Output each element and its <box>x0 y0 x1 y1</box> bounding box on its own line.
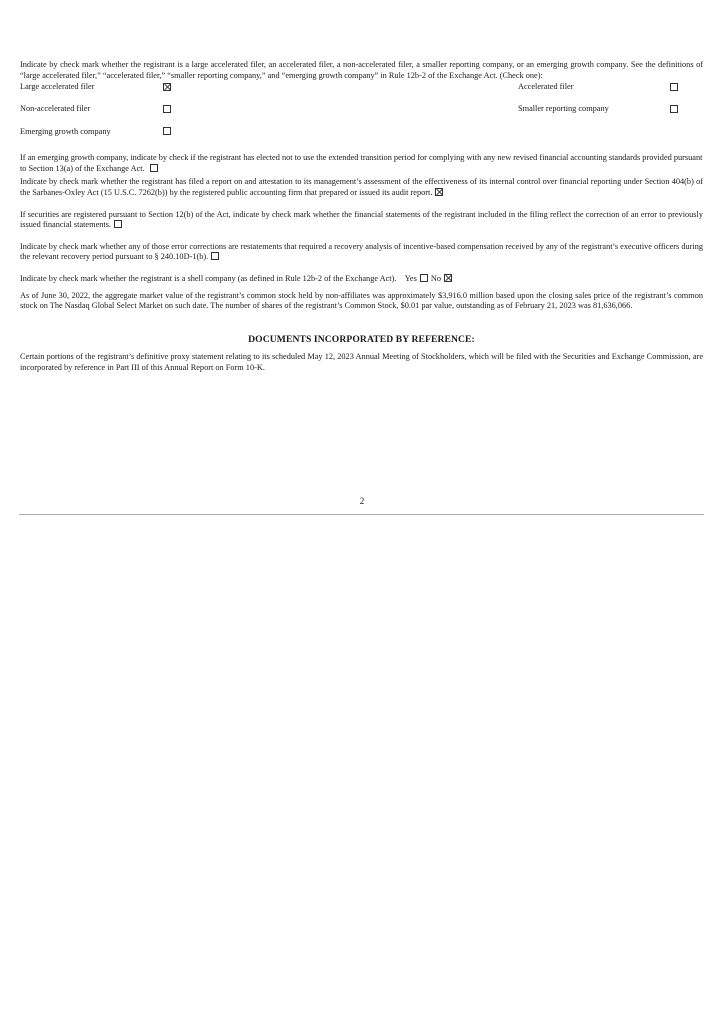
large-accelerated-filer-label: Large accelerated filer <box>20 82 95 92</box>
document-page <box>20 60 703 374</box>
page-divider <box>19 514 704 515</box>
shell-no-checkbox[interactable] <box>444 274 452 282</box>
shell-company-paragraph <box>20 274 703 285</box>
smaller-reporting-company-label: Smaller reporting company <box>518 104 609 114</box>
documents-incorporated-heading: DOCUMENTS INCORPORATED BY REFERENCE: <box>248 333 475 345</box>
emerging-growth-text: If an emerging growth company, indicate by check if the registrant has elected not to use the extended transition period for complying with any new revised financial accounting standards provided pursuant to Section 13(a) of the Exchange Act. <box>20 153 703 173</box>
icfr-text: Indicate by check mark whether the registrant has filed a report on and attestation to its management’s assessment of the effectiveness of its internal control over financial reporting under Section 404(b) of the Sarbanes-Oxley Act (15 U.S.C. 7262(b)) by the registered public accounting firm that prepared or issued its audit report. <box>20 177 703 197</box>
market-value-paragraph: As of June 30, 2022, the aggregate market value of the registrant’s common stock held by non-affiliates was approximately $3,916.0 million based upon the closing sales price of the registrant’s common stock on The Nasdaq Global Select Market on such date. The number of shares of the registrant’s Common Stock, $0.01 par value, outstanding as of February 21, 2023 was 81,636,066. <box>20 290 703 311</box>
page-number: 2 <box>359 496 365 506</box>
non-accelerated-filer-checkbox[interactable] <box>163 105 171 113</box>
icfr-attestation-checkbox[interactable] <box>435 188 443 196</box>
shell-yes-checkbox[interactable] <box>420 274 428 282</box>
shell-company-text: Indicate by check mark whether the registrant is a shell company (as defined in Rule 12b-2 of the Exchange Act). <box>20 273 397 283</box>
recovery-analysis-paragraph <box>20 242 703 263</box>
error-correction-text: If securities are registered pursuant to Section 12(b) of the Act, indicate by check mark whether the financial statements of the registrant included in the filing reflect the correction of an error to previously issued financial statements. <box>20 209 703 230</box>
recovery-analysis-checkbox[interactable] <box>211 252 219 260</box>
recovery-analysis-text: Indicate by check mark whether any of those error corrections are restatements that required a recovery analysis of incentive-based compensation received by any of the registrant’s executive officers during the relevant recovery period pursuant to § 240.10D-1(b). <box>20 241 703 262</box>
error-correction-paragraph <box>20 210 703 231</box>
error-correction-checkbox[interactable] <box>114 220 122 228</box>
transition-period-checkbox[interactable] <box>150 164 158 172</box>
large-accelerated-filer-checkbox[interactable] <box>163 83 171 91</box>
emerging-growth-company-checkbox[interactable] <box>163 127 171 135</box>
shell-yes-label: Yes <box>404 273 417 283</box>
non-accelerated-filer-label: Non-accelerated filer <box>20 104 91 114</box>
emerging-growth-paragraph <box>20 153 703 174</box>
smaller-reporting-company-checkbox[interactable] <box>670 105 678 113</box>
accelerated-filer-label: Accelerated filer <box>518 82 574 92</box>
filer-status-table <box>20 81 703 149</box>
icfr-paragraph <box>20 177 703 198</box>
documents-incorporated-paragraph: Certain portions of the registrant’s definitive proxy statement relating to its scheduled May 12, 2023 Annual Meeting of Stockholders, which will be filed with the Securities and Exchange Commission, are incorporated by reference in Part III of this Annual Report on Form 10-K. <box>20 352 703 372</box>
accelerated-filer-checkbox[interactable] <box>670 83 678 91</box>
filer-intro-paragraph: Indicate by check mark whether the registrant is a large accelerated filer, an accelerated filer, a non-accelerated filer, a smaller reporting company, or an emerging growth company. See the definitions of “large accelerated filer,” “accelerated filer,” “smaller reporting company,” and “emerging growth company” in Rule 12b-2 of the Exchange Act. (Check one): <box>20 60 703 80</box>
shell-no-label: No <box>430 273 441 283</box>
emerging-growth-company-label: Emerging growth company <box>20 127 111 137</box>
